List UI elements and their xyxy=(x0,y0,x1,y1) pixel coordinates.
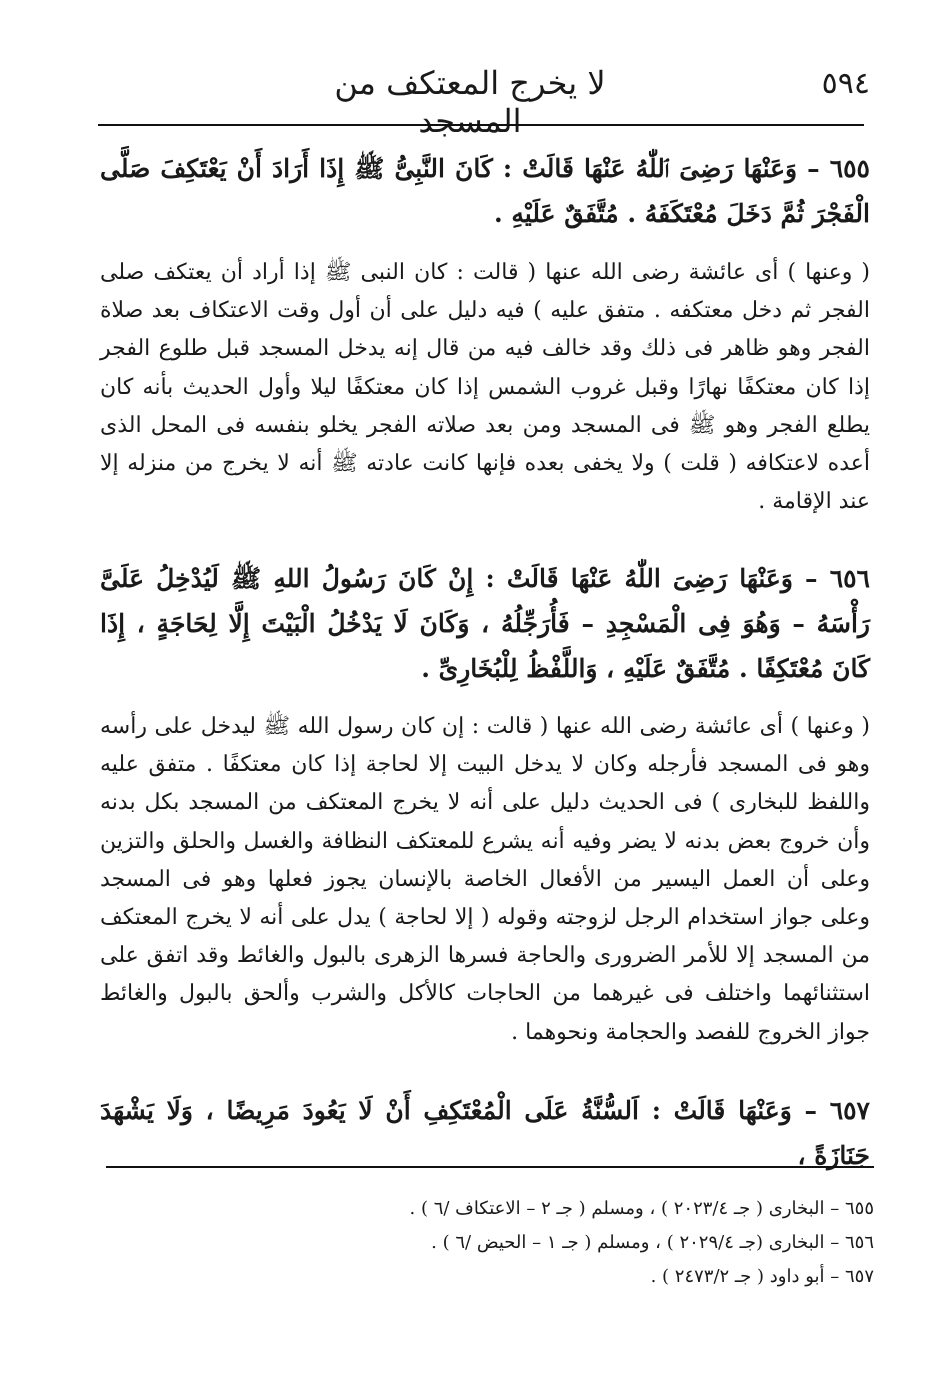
footnote-divider xyxy=(106,1166,874,1168)
footnotes xyxy=(106,1192,874,1294)
hadith-657: ٦٥٧ – وَعَنْهَا قَالَتْ : اَلسُّنَّةُ عَلَى الْمُعْتَكِفِ أَنْ لَا يَعُودَ مَرِيضًا ، وَلَا يَشْهَدَ جَنَازَةً ، xyxy=(100,1096,870,1170)
page-header xyxy=(100,60,870,140)
page-number: ٥٩٤ xyxy=(821,66,870,101)
footnote-657: ٦٥٧ – أبو داود ( جـ ٢٤٧٣/٢ ) . xyxy=(650,1266,874,1287)
commentary-655: ( وعنها ) أى عائشة رضى الله عنها ( قالت : كان النبى ﷺ إذا أراد أن يعتكف صلى الفجر ثم دخل معتكفه . متفق عليه ) فيه دليل على أن أول وقت الاعتكاف بعد صلاة الفجر وهو ظاهر فى ذلك وقد خالف فيه من قال إنه يدخل المسجد قبل طلوع الفجر إذا كان معتكفًا نهارًا وقبل غروب الشمس إذا كان معتكفًا ليلا وأول الحديث بأنه كان يطلع الفجر وهو ﷺ فى المسجد ومن بعد صلاته الفجر يخلو بنفسه فى المحل الذى أعده لاعتكافه ( قلت ) ولا يخفى بعده فإنها كانت عادته ﷺ أنه لا يخرج من منزله إلا عند الإقامة . xyxy=(100,260,870,515)
header-divider xyxy=(98,124,864,126)
hadith-656: ٦٥٦ – وَعَنْهَا رَضِىَ اللّٰهُ عَنْهَا قَالَتْ : إِنْ كَانَ رَسُولُ اللهِ ﷺ لَيُدْخِلُ عَلَىَّ رَأْسَهُ – وَهُوَ فِى الْمَسْجِدِ – فَأُرَجِّلُهُ ، وَكَانَ لَا يَدْخُلُ الْبَيْتَ إِلَّا لِحَاجَةٍ ، إِذَا كَانَ مُعْتَكِفًا . مُتَّفَقٌ عَلَيْهِ ، وَاللَّفْظُ لِلْبُخَارِىِّ . xyxy=(100,564,870,683)
commentary-656: ( وعنها ) أى عائشة رضى الله عنها ( قالت : إن كان رسول الله ﷺ ليدخل على رأسه وهو فى المسجد فأرجله وكان لا يدخل البيت إلا لحاجة إذا كان معتكفًا . متفق عليه واللفظ للبخارى ) فى الحديث دليل على أنه لا يخرج المعتكف من المسجد بكل بدنه وأن خروج بعض بدنه لا يضر وفيه أنه يشرع للمعتكف النظافة والغسل والحلق والتزين وعلى أن العمل اليسير من الأفعال الخاصة بالإنسان يجوز فعلها وهو فى المسجد وعلى جواز استخدام الرجل لزوجته وقوله ( إلا لحاجة ) يدل على أنه لا يخرج المعتكف من المسجد إلا للأمر الضرورى والحاجة فسرها الزهرى بالبول والغائط وقد اتفق على استثنائهما واختلف فى غيرهما من الحاجات كالأكل والشرب وألحق بالبول والغائط جواز الخروج للفصد والحجامة ونحوهما . xyxy=(100,714,870,1045)
footnote-655: ٦٥٥ – البخارى ( جـ ٢٠٢٣/٤ ) ، ومسلم ( جـ ٢ – الاعتكاف /٦ ) . xyxy=(409,1198,874,1219)
footnote-656: ٦٥٦ – البخارى (جـ ٢٠٢٩/٤ ) ، ومسلم ( جـ ١ – الحيض /٦ ) . xyxy=(431,1232,874,1253)
hadith-655: ٦٥٥ – وَعَنْهَا رَضِىَ ٱللّٰهُ عَنْهَا قَالَتْ : كَانَ النَّبِىُّ ﷺ إِذَا أَرَادَ أَنْ يَعْتَكِفَ صَلَّى الْفَجْرَ ثُمَّ دَخَلَ مُعْتَكَفَهُ . مُتَّفَقٌ عَلَيْهِ . xyxy=(100,154,870,228)
running-title: لا يخرج المعتكف من المسجد xyxy=(334,64,606,140)
